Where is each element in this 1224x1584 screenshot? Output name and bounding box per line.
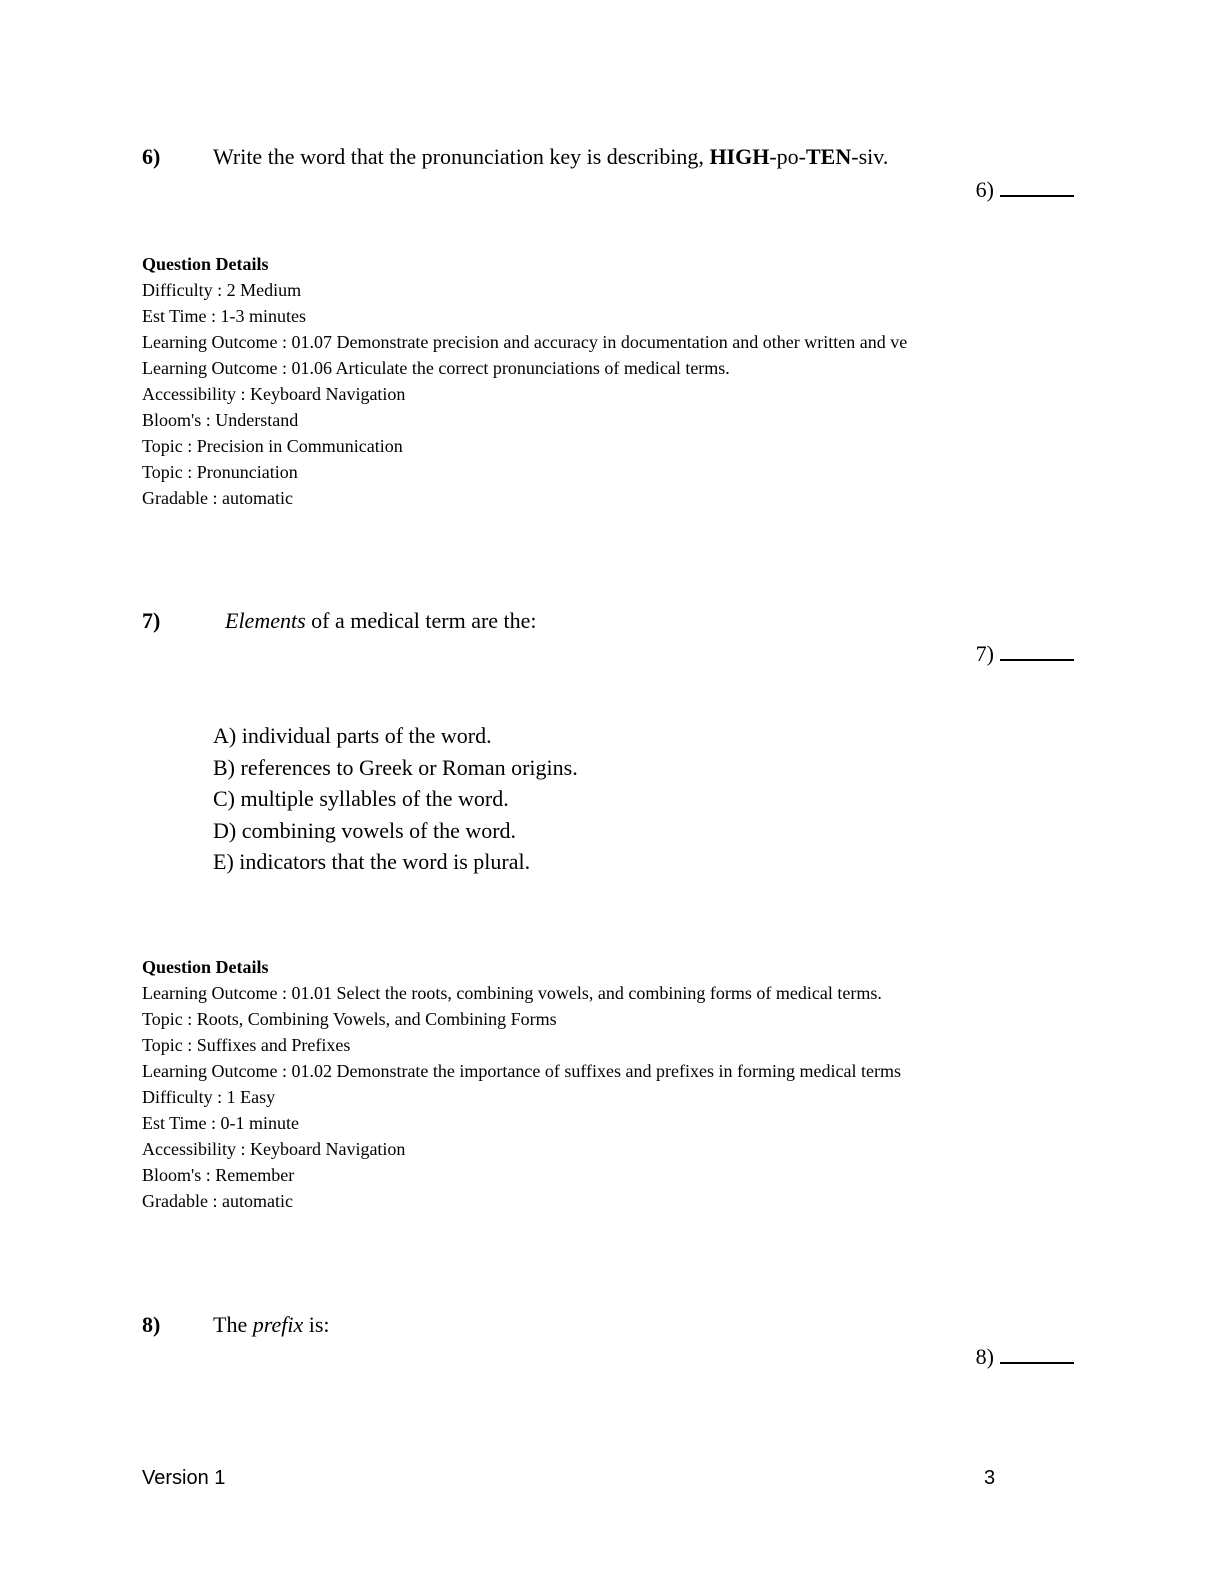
detail-line: Difficulty : 1 Easy	[142, 1087, 276, 1107]
detail-line: Gradable : automatic	[142, 1191, 293, 1211]
bold-syllable: HIGH	[709, 144, 770, 169]
detail-line: Difficulty : 2 Medium	[142, 280, 302, 300]
detail-line: Topic : Precision in Communication	[142, 436, 403, 456]
answer-line[interactable]	[1000, 177, 1074, 197]
detail-line: Est Time : 1-3 minutes	[142, 306, 307, 326]
answer-label: 7)	[975, 641, 994, 666]
answer-option[interactable]: D) combining vowels of the word.	[213, 817, 517, 843]
footer-version: Version 1	[142, 1467, 226, 1489]
detail-line: Learning Outcome : 01.02 Demonstrate the importance of suffixes and prefixes in forming medical terms	[142, 1061, 901, 1081]
text: Write the word that the pronunciation key is describing,	[213, 144, 710, 169]
answer-blank-7[interactable]	[976, 641, 1074, 667]
detail-line: Topic : Roots, Combining Vowels, and Combining Forms	[142, 1009, 557, 1029]
detail-line: Est Time : 0-1 minute	[142, 1113, 300, 1133]
detail-line: Gradable : automatic	[142, 488, 293, 508]
detail-line: Topic : Pronunciation	[142, 462, 298, 482]
text: The	[213, 1312, 253, 1337]
question-7-options	[213, 720, 578, 878]
italic-term: Elements	[225, 608, 306, 633]
answer-option[interactable]: E) indicators that the word is plural.	[213, 849, 531, 874]
text: of a medical term are the:	[305, 608, 537, 633]
italic-term: prefix	[252, 1312, 304, 1337]
bold-syllable: TEN	[806, 144, 852, 169]
detail-line: Accessibility : Keyboard Navigation	[142, 384, 406, 404]
answer-label: 8)	[975, 1344, 994, 1369]
question-8-text	[213, 1312, 330, 1338]
detail-line: Bloom's : Understand	[142, 410, 299, 430]
page-number: 3	[984, 1467, 996, 1489]
detail-line: Learning Outcome : 01.06 Articulate the correct pronunciations of medical terms.	[142, 358, 730, 378]
answer-line[interactable]	[1000, 1344, 1074, 1364]
question-7-text	[225, 608, 537, 634]
answer-option[interactable]: B) references to Greek or Roman origins.	[213, 754, 578, 780]
answer-blank-8[interactable]	[976, 1344, 1074, 1370]
text: -po-	[769, 144, 806, 169]
question-8-number: 8)	[142, 1312, 161, 1337]
answer-blank-6[interactable]	[976, 177, 1074, 203]
answer-label: 6)	[975, 177, 994, 202]
question-6-details	[142, 251, 907, 511]
detail-line: Accessibility : Keyboard Navigation	[142, 1139, 406, 1159]
answer-option[interactable]: A) individual parts of the word.	[213, 723, 492, 748]
answer-line[interactable]	[1000, 641, 1074, 661]
detail-line: Bloom's : Remember	[142, 1165, 295, 1185]
question-6-number: 6)	[142, 144, 161, 169]
detail-line: Learning Outcome : 01.07 Demonstrate precision and accuracy in documentation and other written and ve	[142, 332, 908, 352]
detail-line: Topic : Suffixes and Prefixes	[142, 1035, 351, 1055]
text: is:	[303, 1312, 330, 1337]
answer-option[interactable]: C) multiple syllables of the word.	[213, 786, 509, 811]
question-7-number: 7)	[142, 608, 161, 633]
detail-line: Learning Outcome : 01.01 Select the roots, combining vowels, and combining forms of medical terms.	[142, 983, 882, 1003]
question-7-details	[142, 954, 901, 1214]
question-6-text	[213, 144, 888, 170]
details-header: Question Details	[142, 957, 269, 977]
details-header: Question Details	[142, 254, 269, 274]
text: -siv.	[851, 144, 889, 169]
